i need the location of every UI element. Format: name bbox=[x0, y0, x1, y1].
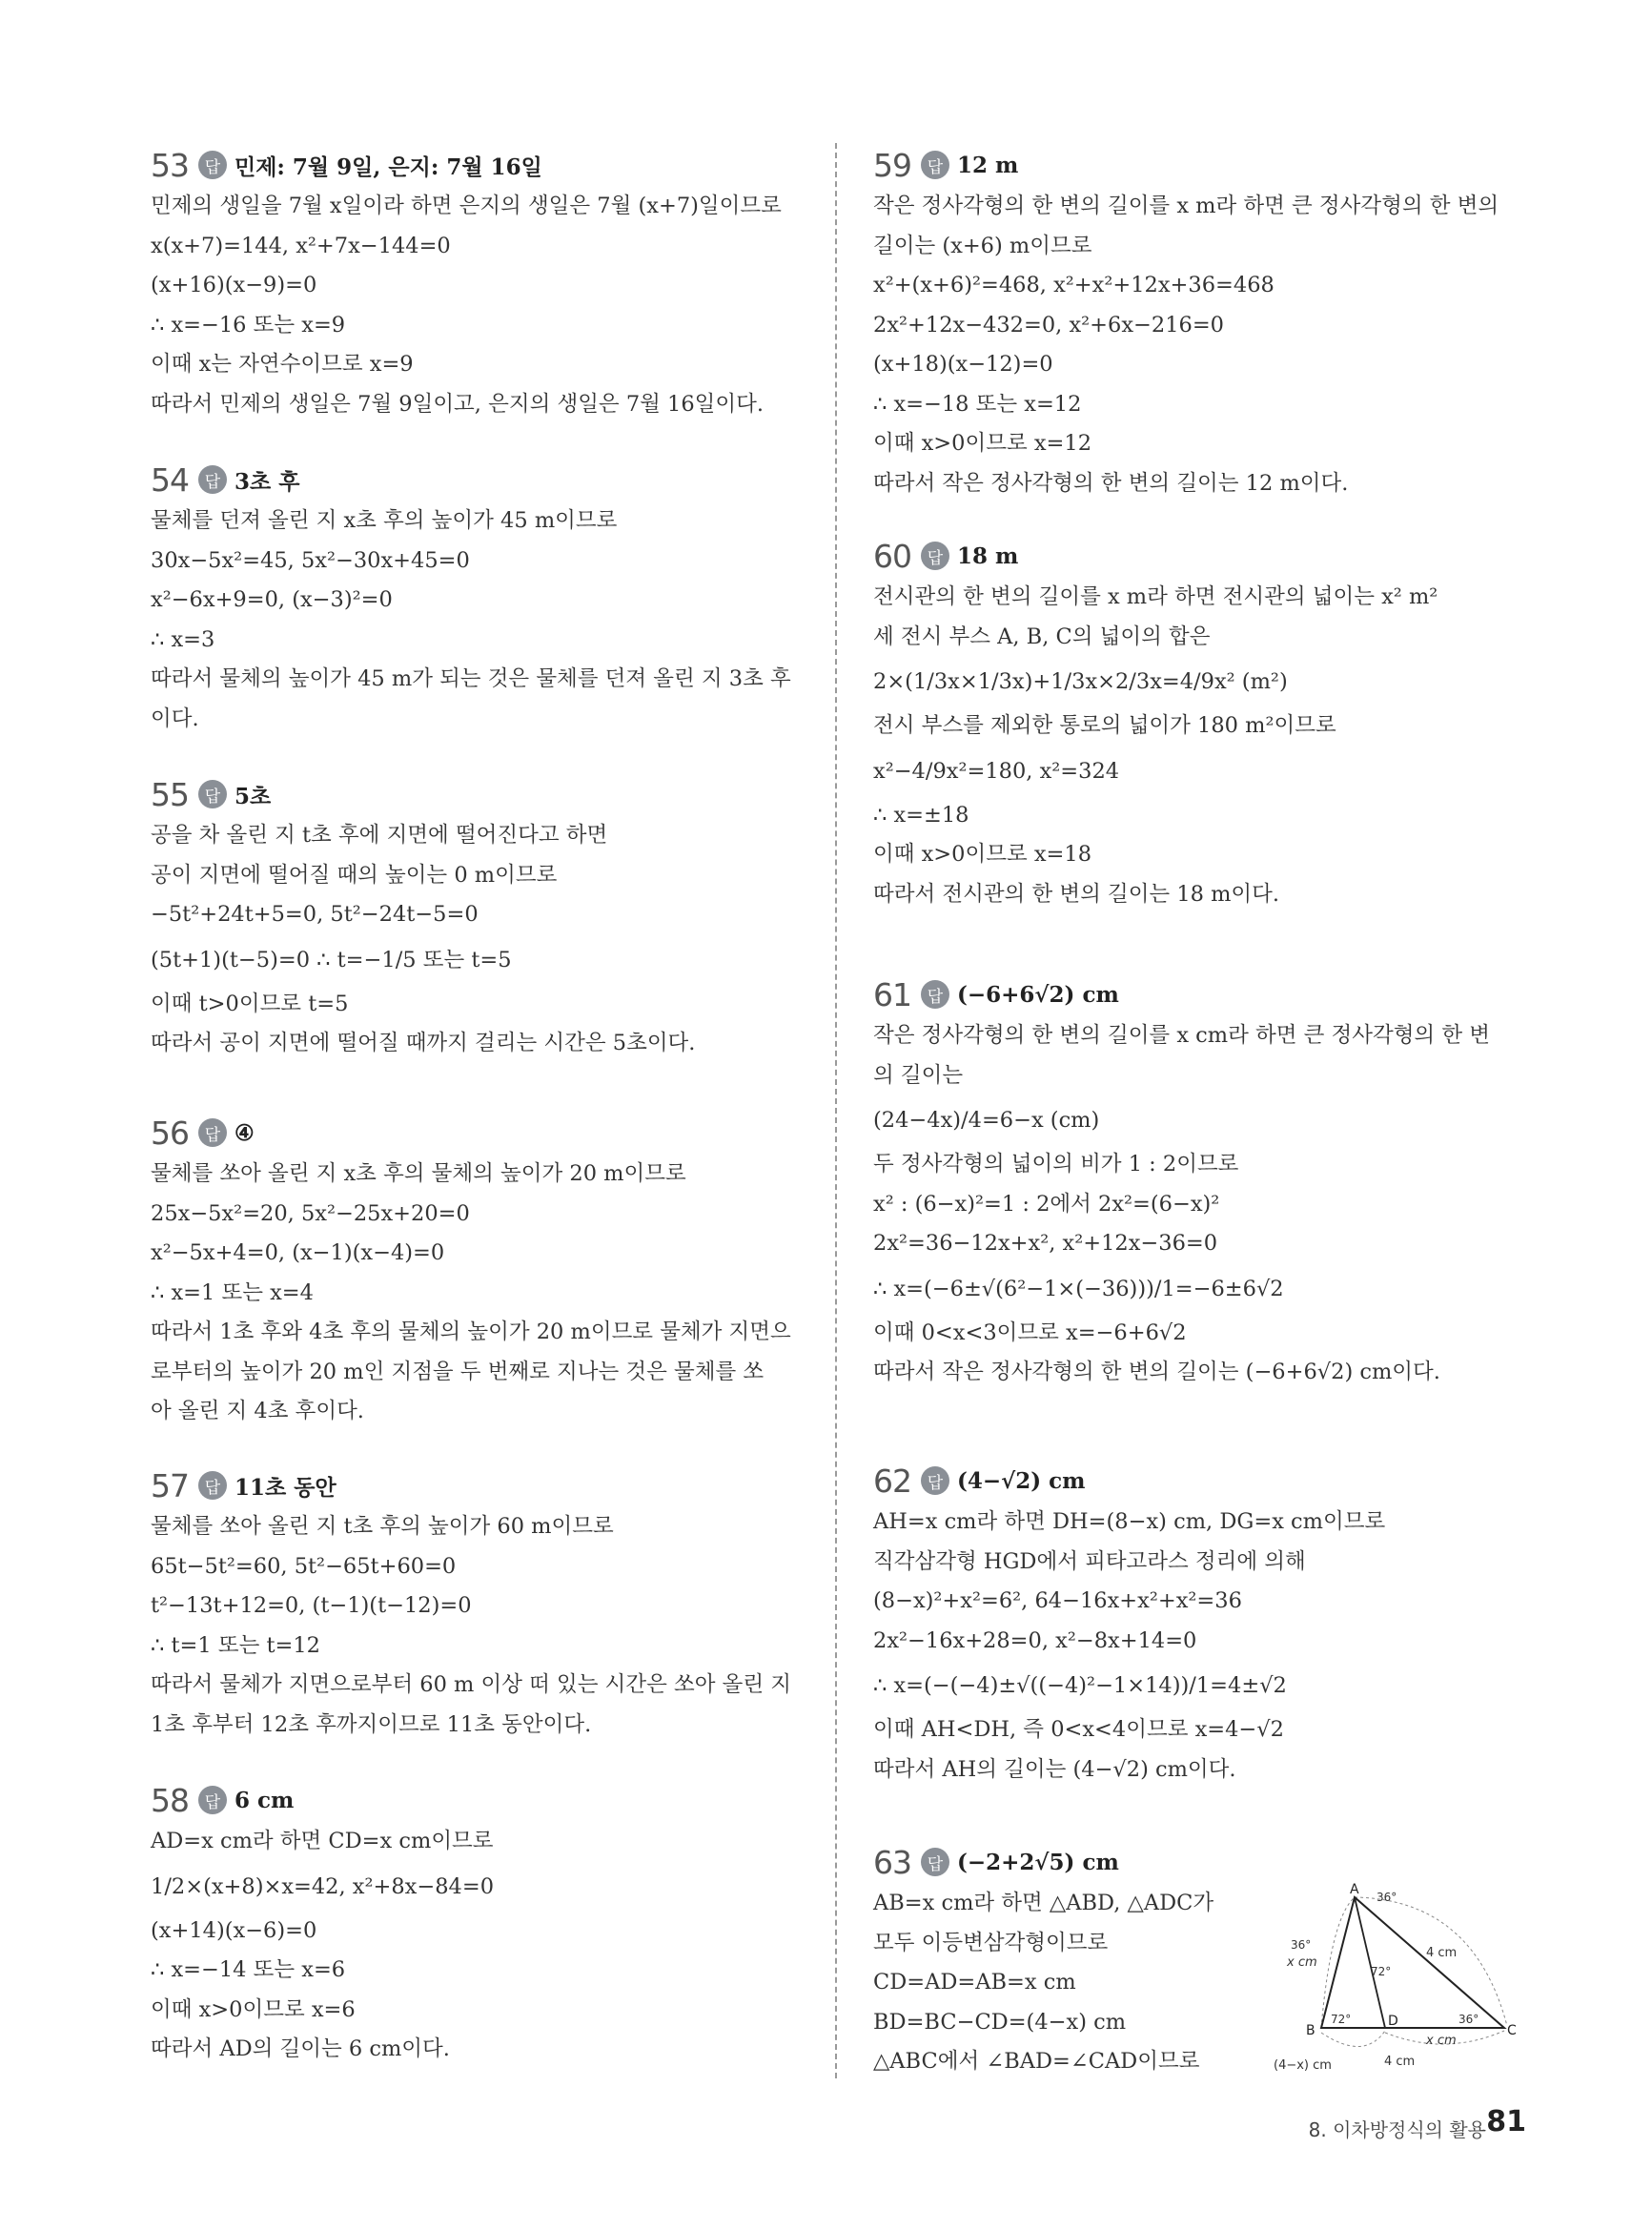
solution-line: 따라서 1초 후와 4초 후의 물체의 높이가 20 m이므로 물체가 지면으 bbox=[151, 1320, 791, 1344]
problem-number: 54 bbox=[151, 460, 189, 499]
solution-line: AB=x cm라 하면 △ABD, △ADC가 bbox=[873, 1891, 1214, 1915]
solution-line: 25x−5x²=20, 5x²−25x+20=0 bbox=[151, 1200, 470, 1226]
solution-line: 공이 지면에 떨어질 때의 높이는 0 m이므로 bbox=[151, 862, 558, 888]
problem-header bbox=[151, 1463, 808, 1507]
answer-badge: 답 bbox=[198, 1786, 227, 1814]
triangle-abc bbox=[1321, 1897, 1504, 2028]
problem-56 bbox=[151, 1111, 808, 1432]
solution-line: 따라서 물체의 높이가 45 m가 되는 것은 물체를 던져 올린 지 3초 후 bbox=[151, 666, 791, 691]
answer-text: (−2+2√5) cm bbox=[957, 1849, 1119, 1875]
answer-text: (4−√2) cm bbox=[957, 1467, 1086, 1494]
solution-line: 전시관의 한 변의 길이를 x m라 하면 전시관의 넓이는 x² m² bbox=[873, 584, 1438, 609]
solution-line: 따라서 물체가 지면으로부터 60 m 이상 떠 있는 시간은 쏘아 올린 지 bbox=[151, 1672, 792, 1697]
solution-line: (x+18)(x−12)=0 bbox=[873, 352, 1053, 377]
answer-badge: 답 bbox=[921, 1848, 949, 1876]
answer-badge: 답 bbox=[198, 1471, 227, 1500]
solution-line: ∴ t=1 또는 t=12 bbox=[151, 1632, 320, 1658]
answer-badge: 답 bbox=[198, 151, 227, 179]
solution-line: 공을 차 올린 지 t초 후에 지면에 떨어진다고 하면 bbox=[151, 823, 608, 848]
solution-line: (x+14)(x−6)=0 bbox=[151, 1917, 317, 1943]
solution-line: ∴ x=(−6±√(6²−1×(−36)))/1=−6±6√2 bbox=[873, 1276, 1284, 1301]
solution-line: 30x−5x²=45, 5x²−30x+45=0 bbox=[151, 547, 470, 573]
solution-line: 이때 x는 자연수이므로 x=9 bbox=[151, 352, 414, 377]
page-number: 81 bbox=[1486, 2105, 1526, 2138]
solution-line: 아 올린 지 4초 후이다. bbox=[151, 1399, 364, 1423]
length-ac: 4 cm bbox=[1426, 1946, 1458, 1960]
solution-line: x²−6x+9=0, (x−3)²=0 bbox=[151, 587, 393, 612]
solution-line: ∴ x=1 또는 x=4 bbox=[151, 1279, 314, 1305]
problem-header bbox=[151, 772, 808, 816]
solution-line: 따라서 공이 지면에 떨어질 때까지 걸리는 시간은 5초이다. bbox=[151, 1031, 696, 1055]
problem-number: 59 bbox=[873, 146, 911, 184]
length-bd: (4−x) cm bbox=[1274, 2058, 1332, 2073]
solution-line: x² : (6−x)²=1 : 2에서 2x²=(6−x)² bbox=[873, 1191, 1220, 1217]
answer-text: 12 m bbox=[957, 152, 1019, 178]
length-bc: 4 cm bbox=[1384, 2055, 1416, 2069]
label-c: C bbox=[1507, 2023, 1517, 2038]
solution-line: 의 길이는 bbox=[873, 1062, 964, 1088]
angle-top: 36° bbox=[1377, 1891, 1397, 1904]
answer-text: (−6+6√2) cm bbox=[957, 981, 1119, 1008]
solution-line: 이때 AH<DH, 즉 0<x<4이므로 x=4−√2 bbox=[873, 1717, 1284, 1742]
solution-line: ∴ x=−14 또는 x=6 bbox=[151, 1957, 346, 1982]
problem-header bbox=[151, 1778, 808, 1822]
answer-text: 5초 bbox=[235, 783, 272, 809]
solution-line: x(x+7)=144, x²+7x−144=0 bbox=[151, 233, 451, 258]
answer-text: 3초 후 bbox=[235, 468, 300, 495]
problem-53 bbox=[151, 143, 808, 424]
solution-line: 2x²−16x+28=0, x²−8x+14=0 bbox=[873, 1627, 1197, 1653]
answer-badge: 답 bbox=[921, 542, 949, 570]
triangle-figure bbox=[1274, 1880, 1517, 2073]
angle-b: 72° bbox=[1331, 2013, 1352, 2026]
solution-line: 2x²+12x−432=0, x²+6x−216=0 bbox=[873, 312, 1224, 338]
problem-number: 60 bbox=[873, 537, 911, 575]
problem-header bbox=[873, 534, 1531, 578]
solution-line: 세 전시 부스 A, B, C의 넓이의 합은 bbox=[873, 624, 1211, 649]
label-a: A bbox=[1350, 1882, 1359, 1897]
arc-bd bbox=[1321, 2031, 1385, 2047]
answer-badge: 답 bbox=[198, 1118, 227, 1147]
solution-line: 두 정사각형의 넓이의 비가 1 : 2이므로 bbox=[873, 1152, 1239, 1176]
solution-line: 2×(1/3x×1/3x)+1/3x×2/3x=4/9x² (m²) bbox=[873, 669, 1288, 694]
solution-line: 작은 정사각형의 한 변의 길이를 x m라 하면 큰 정사각형의 한 변의 bbox=[873, 194, 1499, 218]
problem-number: 53 bbox=[151, 146, 189, 184]
solution-line: 모두 이등변삼각형이므로 bbox=[873, 1930, 1109, 1955]
solution-line: x²+(x+6)²=468, x²+x²+12x+36=468 bbox=[873, 273, 1275, 297]
solution-line: x²−4/9x²=180, x²=324 bbox=[873, 758, 1120, 784]
solution-line: 이때 t>0이므로 t=5 bbox=[151, 991, 349, 1016]
problem-60 bbox=[873, 534, 1531, 914]
solution-line: ∴ x=−18 또는 x=12 bbox=[873, 391, 1082, 417]
answer-text: 6 cm bbox=[235, 1787, 295, 1813]
problem-header bbox=[873, 972, 1531, 1016]
problem-header bbox=[873, 1840, 1531, 1884]
solution-line: 이때 x>0이므로 x=12 bbox=[873, 431, 1092, 456]
solution-line: 이때 0<x<3이므로 x=−6+6√2 bbox=[873, 1320, 1187, 1345]
solution-line: △ABC에서 ∠BAD=∠CAD이므로 bbox=[873, 2049, 1200, 2074]
solution-line: x²−5x+4=0, (x−1)(x−4)=0 bbox=[151, 1240, 445, 1265]
solution-line: 작은 정사각형의 한 변의 길이를 x cm라 하면 큰 정사각형의 한 변 bbox=[873, 1023, 1490, 1048]
answer-text: 11초 동안 bbox=[235, 1474, 337, 1501]
solution-line: 이다. bbox=[151, 706, 199, 731]
solution-line: 직각삼각형 HGD에서 피타고라스 정리에 의해 bbox=[873, 1548, 1306, 1574]
problem-number: 55 bbox=[151, 775, 189, 813]
length-ab: x cm bbox=[1287, 1955, 1317, 1970]
solution-line: 물체를 쏘아 올린 지 x초 후의 물체의 높이가 20 m이므로 bbox=[151, 1161, 686, 1186]
problem-header bbox=[151, 458, 808, 501]
problem-number: 56 bbox=[151, 1114, 189, 1152]
answer-text: ④ bbox=[235, 1119, 255, 1146]
answer-text: 민제: 7월 9일, 은지: 7월 16일 bbox=[235, 153, 542, 180]
answer-badge: 답 bbox=[921, 151, 949, 179]
label-d: D bbox=[1388, 2014, 1398, 2029]
solution-line: 민제의 생일을 7월 x일이라 하면 은지의 생일은 7월 (x+7)일이므로 bbox=[151, 194, 782, 218]
solution-line: 물체를 쏘아 올린 지 t초 후의 높이가 60 m이므로 bbox=[151, 1514, 614, 1539]
solution-line: (5t+1)(t−5)=0 ∴ t=−1/5 또는 t=5 bbox=[151, 947, 512, 972]
problem-57 bbox=[151, 1463, 808, 1745]
problem-54 bbox=[151, 458, 808, 739]
problem-header bbox=[151, 143, 808, 187]
solution-line: 1/2×(x+8)×x=42, x²+8x−84=0 bbox=[151, 1873, 495, 1899]
angle-left: 36° bbox=[1291, 1938, 1312, 1952]
solution-line: (x+16)(x−9)=0 bbox=[151, 273, 317, 297]
problem-header bbox=[873, 143, 1531, 187]
problem-59 bbox=[873, 143, 1531, 503]
answer-text: 18 m bbox=[957, 542, 1019, 569]
solution-line: 물체를 던져 올린 지 x초 후의 높이가 45 m이므로 bbox=[151, 508, 618, 533]
problem-number: 61 bbox=[873, 975, 911, 1013]
problem-number: 62 bbox=[873, 1462, 911, 1500]
problem-header bbox=[151, 1111, 808, 1155]
solution-line: (24−4x)/4=6−x (cm) bbox=[873, 1108, 1100, 1133]
problem-58 bbox=[151, 1778, 808, 2070]
segment-ad bbox=[1355, 1897, 1385, 2028]
solution-line: ∴ x=3 bbox=[151, 626, 215, 652]
solution-line: CD=AD=AB=x cm bbox=[873, 1970, 1076, 1995]
answer-badge: 답 bbox=[921, 980, 949, 1009]
solution-line: t²−13t+12=0, (t−1)(t−12)=0 bbox=[151, 1593, 472, 1618]
answer-badge: 답 bbox=[921, 1466, 949, 1495]
solution-line: ∴ x=−16 또는 x=9 bbox=[151, 312, 346, 338]
label-b: B bbox=[1306, 2023, 1315, 2038]
solution-line: ∴ x=±18 bbox=[873, 802, 969, 828]
solution-line: 65t−5t²=60, 5t²−65t+60=0 bbox=[151, 1553, 457, 1579]
solution-line: 이때 x>0이므로 x=6 bbox=[151, 1996, 356, 2022]
problem-header bbox=[873, 1459, 1531, 1503]
solution-line: 따라서 AD의 길이는 6 cm이다. bbox=[151, 2036, 450, 2061]
solution-line: 따라서 민제의 생일은 7월 9일이고, 은지의 생일은 7월 16일이다. bbox=[151, 391, 765, 417]
solution-line: AH=x cm라 하면 DH=(8−x) cm, DG=x cm이므로 bbox=[873, 1509, 1386, 1534]
solution-line: ∴ x=(−(−4)±√((−4)²−1×14))/1=4±√2 bbox=[873, 1673, 1287, 1698]
solution-line: 전시 부스를 제외한 통로의 넓이가 180 m²이므로 bbox=[873, 713, 1336, 738]
solution-line: −5t²+24t+5=0, 5t²−24t−5=0 bbox=[151, 902, 479, 927]
solution-line: 길이는 (x+6) m이므로 bbox=[873, 233, 1092, 258]
length-dc: x cm bbox=[1426, 2034, 1457, 2048]
column-divider bbox=[835, 143, 837, 2078]
problem-number: 63 bbox=[873, 1843, 911, 1881]
solution-line: 따라서 AH의 길이는 (4−√2) cm이다. bbox=[873, 1756, 1236, 1782]
problem-number: 58 bbox=[151, 1781, 189, 1819]
solution-line: 따라서 작은 정사각형의 한 변의 길이는 12 m이다. bbox=[873, 470, 1349, 496]
solution-line: (8−x)²+x²=6², 64−16x+x²+x²=36 bbox=[873, 1588, 1242, 1613]
solution-line: 따라서 전시관의 한 변의 길이는 18 m이다. bbox=[873, 881, 1280, 907]
angle-c: 36° bbox=[1458, 2013, 1479, 2026]
problem-55 bbox=[151, 772, 808, 1064]
answer-badge: 답 bbox=[198, 780, 227, 808]
solution-line: 이때 x>0이므로 x=18 bbox=[873, 842, 1092, 867]
problem-number: 57 bbox=[151, 1466, 189, 1504]
problem-62 bbox=[873, 1459, 1531, 1790]
solution-line: 2x²=36−12x+x², x²+12x−36=0 bbox=[873, 1231, 1218, 1256]
problem-61 bbox=[873, 972, 1531, 1393]
section-title: 8. 이차방정식의 활용 bbox=[1308, 2118, 1486, 2141]
angle-mid: 72° bbox=[1371, 1965, 1392, 1978]
solution-line: BD=BC−CD=(4−x) cm bbox=[873, 2009, 1127, 2035]
answer-badge: 답 bbox=[198, 465, 227, 494]
solution-line: 로부터의 높이가 20 m인 지점을 두 번째로 지나는 것은 물체를 쏘 bbox=[151, 1359, 765, 1384]
solution-line: 1초 후부터 12초 후까지이므로 11초 동안이다. bbox=[151, 1711, 592, 1737]
solution-line: AD=x cm라 하면 CD=x cm이므로 bbox=[151, 1829, 494, 1853]
solution-line: 따라서 작은 정사각형의 한 변의 길이는 (−6+6√2) cm이다. bbox=[873, 1360, 1440, 1384]
